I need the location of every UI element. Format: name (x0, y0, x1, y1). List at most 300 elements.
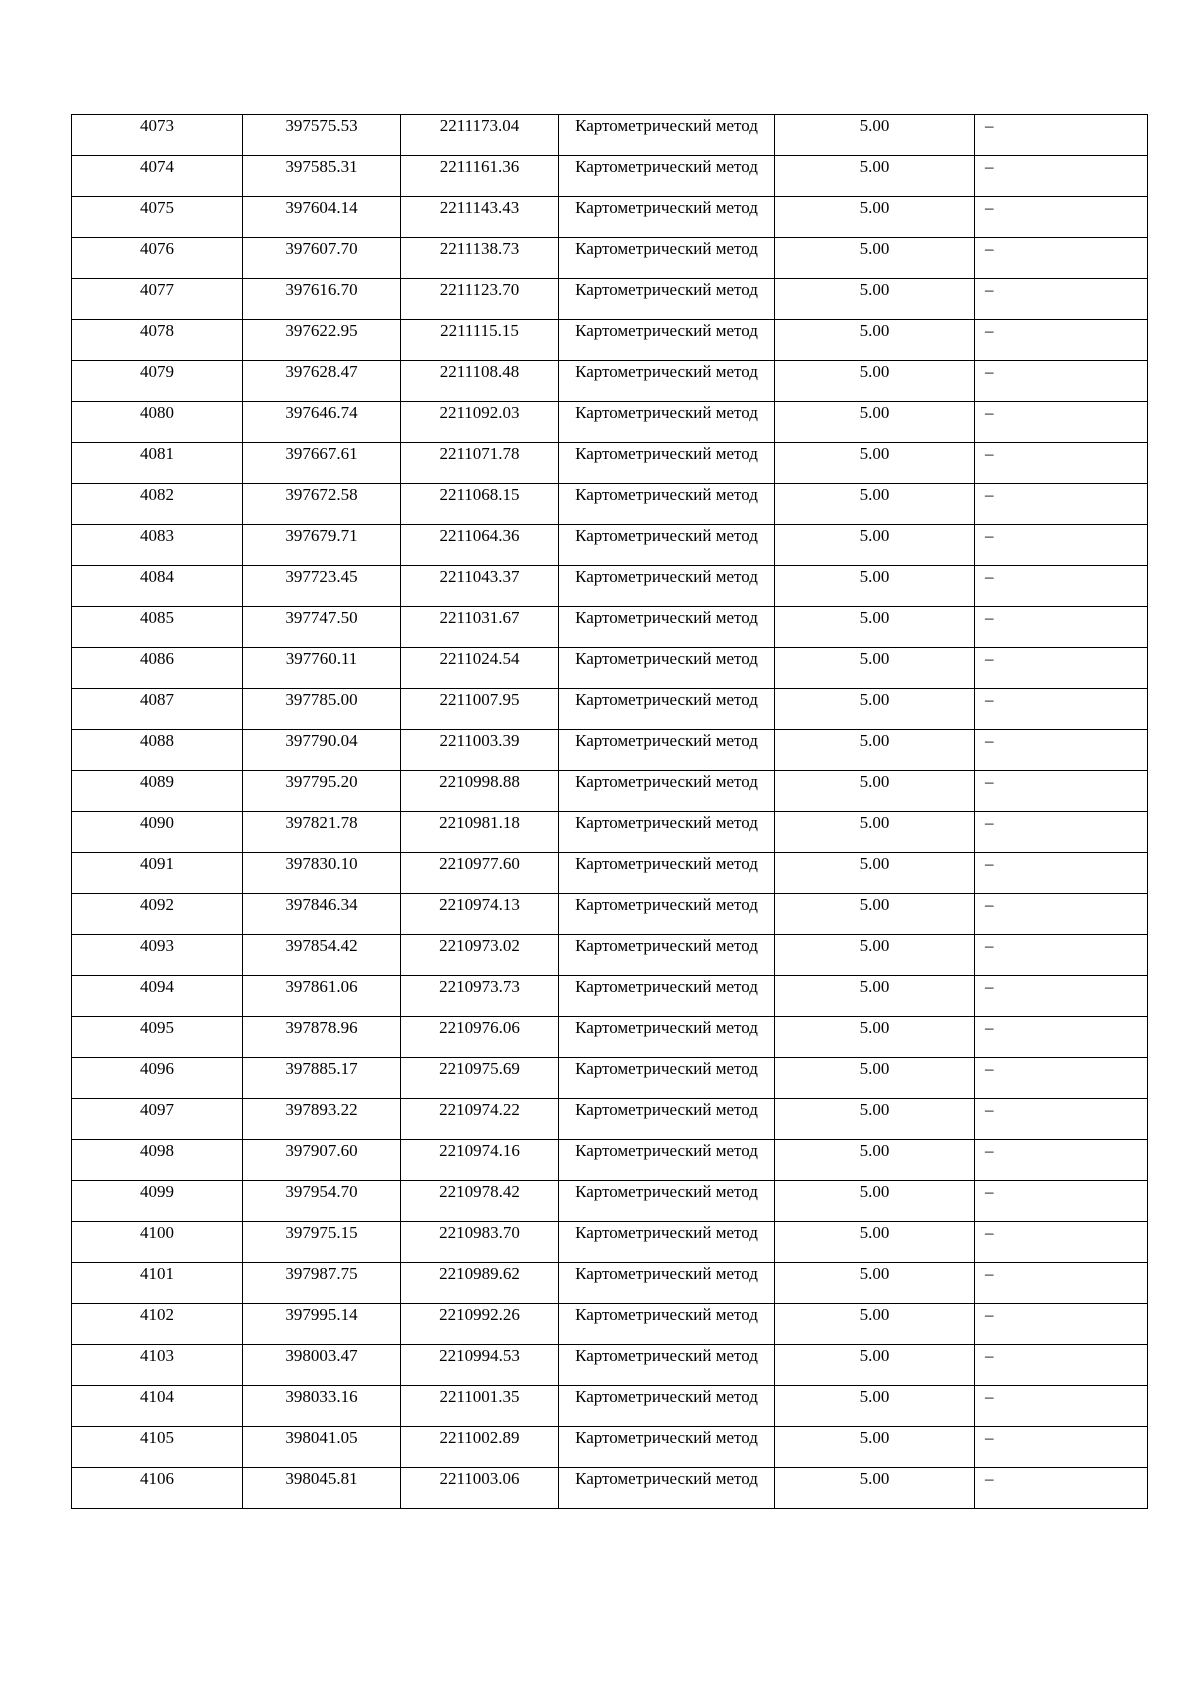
point-number: 4106 (140, 1469, 174, 1488)
method: Картометрический метод (575, 854, 758, 873)
table-row (72, 156, 1148, 197)
y-coordinate-cell (401, 689, 559, 730)
y-coordinate: 2211064.36 (439, 526, 520, 545)
x-coordinate: 397821.78 (285, 813, 358, 832)
point-number: 4092 (140, 895, 174, 914)
method: Картометрический метод (575, 608, 758, 627)
x-coordinate: 398045.81 (285, 1469, 358, 1488)
table-row (72, 771, 1148, 812)
point-number: 4082 (140, 485, 174, 504)
y-coordinate: 2211161.36 (439, 157, 520, 176)
table-body (72, 115, 1148, 1509)
accuracy-cell (775, 320, 975, 361)
accuracy-cell (775, 279, 975, 320)
description-cell (975, 566, 1148, 607)
y-coordinate: 2210983.70 (439, 1223, 520, 1242)
y-coordinate: 2210973.73 (439, 977, 520, 996)
description-cell (975, 976, 1148, 1017)
description-cell (975, 812, 1148, 853)
description-cell (975, 607, 1148, 648)
table-row (72, 1140, 1148, 1181)
description: – (985, 649, 994, 668)
accuracy: 5.00 (859, 444, 890, 463)
description-cell (975, 156, 1148, 197)
method-cell (559, 771, 775, 812)
description-cell (975, 361, 1148, 402)
y-coordinate-cell (401, 443, 559, 484)
table-row (72, 566, 1148, 607)
y-coordinate-cell (401, 935, 559, 976)
accuracy-cell (775, 1468, 975, 1509)
point-number: 4089 (140, 772, 174, 791)
x-coordinate-cell (243, 689, 401, 730)
method: Картометрический метод (575, 813, 758, 832)
point-number: 4095 (140, 1018, 174, 1037)
method: Картометрический метод (575, 1141, 758, 1160)
y-coordinate-cell (401, 525, 559, 566)
method-cell (559, 1099, 775, 1140)
method-cell (559, 1140, 775, 1181)
table-row (72, 484, 1148, 525)
x-coordinate: 397878.96 (285, 1018, 358, 1037)
y-coordinate: 2211003.39 (439, 731, 520, 750)
point-number: 4078 (140, 321, 174, 340)
accuracy: 5.00 (859, 1100, 890, 1119)
description: – (985, 1264, 994, 1283)
y-coordinate-cell (401, 1222, 559, 1263)
y-coordinate-cell (401, 1304, 559, 1345)
accuracy: 5.00 (859, 649, 890, 668)
table-row (72, 853, 1148, 894)
x-coordinate: 397893.22 (285, 1100, 358, 1119)
description-cell (975, 1468, 1148, 1509)
point-number: 4104 (140, 1387, 174, 1406)
description: – (985, 731, 994, 750)
y-coordinate-cell (401, 607, 559, 648)
x-coordinate: 397995.14 (285, 1305, 358, 1324)
y-coordinate: 2210992.26 (439, 1305, 520, 1324)
point-number: 4075 (140, 198, 174, 217)
description-cell (975, 1181, 1148, 1222)
y-coordinate: 2211043.37 (439, 567, 520, 586)
method: Картометрический метод (575, 1305, 758, 1324)
y-coordinate: 2211001.35 (439, 1387, 520, 1406)
y-coordinate: 2211002.89 (439, 1428, 520, 1447)
point-number: 4097 (140, 1100, 174, 1119)
point-number-cell (72, 1181, 243, 1222)
method-cell (559, 1345, 775, 1386)
description: – (985, 936, 994, 955)
y-coordinate: 2211031.67 (439, 608, 520, 627)
point-number-cell (72, 771, 243, 812)
method: Картометрический метод (575, 772, 758, 791)
accuracy-cell (775, 156, 975, 197)
description-cell (975, 197, 1148, 238)
y-coordinate: 2210976.06 (439, 1018, 520, 1037)
description: – (985, 1346, 994, 1365)
method: Картометрический метод (575, 1469, 758, 1488)
x-coordinate-cell (243, 402, 401, 443)
point-number-cell (72, 320, 243, 361)
description: – (985, 1469, 994, 1488)
description: – (985, 239, 994, 258)
accuracy: 5.00 (859, 526, 890, 545)
description: – (985, 813, 994, 832)
y-coordinate-cell (401, 853, 559, 894)
y-coordinate: 2211024.54 (439, 649, 520, 668)
x-coordinate-cell (243, 443, 401, 484)
point-number: 4105 (140, 1428, 174, 1447)
description-cell (975, 279, 1148, 320)
description-cell (975, 238, 1148, 279)
table-row (72, 648, 1148, 689)
accuracy: 5.00 (859, 895, 890, 914)
accuracy: 5.00 (859, 239, 890, 258)
accuracy-cell (775, 1304, 975, 1345)
table-row (72, 1222, 1148, 1263)
x-coordinate-cell (243, 1099, 401, 1140)
point-number-cell (72, 1386, 243, 1427)
y-coordinate-cell (401, 976, 559, 1017)
x-coordinate-cell (243, 1304, 401, 1345)
method-cell (559, 361, 775, 402)
x-coordinate: 397622.95 (285, 321, 358, 340)
description: – (985, 1387, 994, 1406)
y-coordinate-cell (401, 1181, 559, 1222)
x-coordinate: 397646.74 (285, 403, 358, 422)
x-coordinate: 397861.06 (285, 977, 358, 996)
method: Картометрический метод (575, 1223, 758, 1242)
description: – (985, 321, 994, 340)
method-cell (559, 648, 775, 689)
accuracy-cell (775, 1222, 975, 1263)
x-coordinate: 397885.17 (285, 1059, 358, 1078)
y-coordinate: 2210973.02 (439, 936, 520, 955)
x-coordinate-cell (243, 853, 401, 894)
x-coordinate-cell (243, 1427, 401, 1468)
point-number: 4100 (140, 1223, 174, 1242)
method-cell (559, 1427, 775, 1468)
table-row (72, 730, 1148, 771)
accuracy-cell (775, 976, 975, 1017)
y-coordinate-cell (401, 1017, 559, 1058)
y-coordinate-cell (401, 156, 559, 197)
method-cell (559, 1304, 775, 1345)
point-number: 4096 (140, 1059, 174, 1078)
accuracy-cell (775, 238, 975, 279)
point-number: 4103 (140, 1346, 174, 1365)
method: Картометрический метод (575, 1346, 758, 1365)
table-row (72, 115, 1148, 156)
accuracy-cell (775, 197, 975, 238)
description: – (985, 485, 994, 504)
x-coordinate: 397907.60 (285, 1141, 358, 1160)
method: Картометрический метод (575, 198, 758, 217)
point-number: 4076 (140, 239, 174, 258)
table-row (72, 1468, 1148, 1509)
accuracy-cell (775, 1263, 975, 1304)
description-cell (975, 853, 1148, 894)
description: – (985, 854, 994, 873)
accuracy: 5.00 (859, 567, 890, 586)
y-coordinate-cell (401, 484, 559, 525)
point-number-cell (72, 1304, 243, 1345)
point-number: 4088 (140, 731, 174, 750)
description: – (985, 116, 994, 135)
point-number-cell (72, 730, 243, 771)
x-coordinate: 397607.70 (285, 239, 358, 258)
point-number-cell (72, 1345, 243, 1386)
coordinates-table (71, 114, 1148, 1509)
method-cell (559, 935, 775, 976)
x-coordinate: 397723.45 (285, 567, 358, 586)
method: Картометрический метод (575, 567, 758, 586)
method: Картометрический метод (575, 1100, 758, 1119)
y-coordinate-cell (401, 402, 559, 443)
table-row (72, 1345, 1148, 1386)
description: – (985, 690, 994, 709)
point-number: 4079 (140, 362, 174, 381)
x-coordinate: 397747.50 (285, 608, 358, 627)
table-row (72, 935, 1148, 976)
y-coordinate-cell (401, 197, 559, 238)
description: – (985, 280, 994, 299)
accuracy-cell (775, 1345, 975, 1386)
accuracy: 5.00 (859, 1182, 890, 1201)
x-coordinate-cell (243, 1263, 401, 1304)
table-row (72, 1304, 1148, 1345)
y-coordinate: 2210977.60 (439, 854, 520, 873)
y-coordinate: 2210989.62 (439, 1264, 520, 1283)
description-cell (975, 484, 1148, 525)
description-cell (975, 1140, 1148, 1181)
x-coordinate: 397854.42 (285, 936, 358, 955)
description: – (985, 1428, 994, 1447)
description: – (985, 1018, 994, 1037)
table-row (72, 812, 1148, 853)
y-coordinate: 2211143.43 (439, 198, 520, 217)
x-coordinate: 397987.75 (285, 1264, 358, 1283)
method-cell (559, 1058, 775, 1099)
accuracy: 5.00 (859, 1305, 890, 1324)
method-cell (559, 156, 775, 197)
point-number: 4085 (140, 608, 174, 627)
description-cell (975, 1017, 1148, 1058)
point-number-cell (72, 1427, 243, 1468)
x-coordinate: 398041.05 (285, 1428, 358, 1447)
method-cell (559, 894, 775, 935)
x-coordinate-cell (243, 1140, 401, 1181)
table-row (72, 525, 1148, 566)
point-number-cell (72, 525, 243, 566)
y-coordinate: 2211003.06 (439, 1469, 520, 1488)
accuracy-cell (775, 361, 975, 402)
method-cell (559, 525, 775, 566)
description-cell (975, 894, 1148, 935)
description: – (985, 362, 994, 381)
accuracy: 5.00 (859, 321, 890, 340)
description: – (985, 1182, 994, 1201)
point-number: 4099 (140, 1182, 174, 1201)
x-coordinate: 398033.16 (285, 1387, 358, 1406)
accuracy: 5.00 (859, 116, 890, 135)
x-coordinate: 397830.10 (285, 854, 358, 873)
method: Картометрический метод (575, 895, 758, 914)
point-number-cell (72, 197, 243, 238)
x-coordinate-cell (243, 238, 401, 279)
y-coordinate: 2210975.69 (439, 1059, 520, 1078)
y-coordinate: 2210981.18 (439, 813, 520, 832)
y-coordinate-cell (401, 566, 559, 607)
x-coordinate-cell (243, 730, 401, 771)
method-cell (559, 320, 775, 361)
table-row (72, 607, 1148, 648)
method: Картометрический метод (575, 690, 758, 709)
x-coordinate-cell (243, 115, 401, 156)
x-coordinate: 397628.47 (285, 362, 358, 381)
x-coordinate-cell (243, 935, 401, 976)
description: – (985, 1223, 994, 1242)
accuracy-cell (775, 1386, 975, 1427)
method: Картометрический метод (575, 485, 758, 504)
point-number-cell (72, 484, 243, 525)
description-cell (975, 1058, 1148, 1099)
method-cell (559, 1386, 775, 1427)
point-number-cell (72, 238, 243, 279)
table-row (72, 976, 1148, 1017)
method-cell (559, 730, 775, 771)
y-coordinate-cell (401, 1099, 559, 1140)
accuracy-cell (775, 1017, 975, 1058)
description: – (985, 1059, 994, 1078)
accuracy: 5.00 (859, 1469, 890, 1488)
description-cell (975, 1304, 1148, 1345)
y-coordinate: 2210974.16 (439, 1141, 520, 1160)
method: Картометрический метод (575, 116, 758, 135)
method-cell (559, 1181, 775, 1222)
accuracy-cell (775, 771, 975, 812)
x-coordinate: 397616.70 (285, 280, 358, 299)
description-cell (975, 648, 1148, 689)
method-cell (559, 607, 775, 648)
description: – (985, 157, 994, 176)
accuracy: 5.00 (859, 362, 890, 381)
point-number-cell (72, 1263, 243, 1304)
point-number-cell (72, 935, 243, 976)
point-number: 4102 (140, 1305, 174, 1324)
method: Картометрический метод (575, 977, 758, 996)
method: Картометрический метод (575, 1428, 758, 1447)
x-coordinate-cell (243, 976, 401, 1017)
accuracy: 5.00 (859, 690, 890, 709)
accuracy: 5.00 (859, 936, 890, 955)
x-coordinate: 397790.04 (285, 731, 358, 750)
description-cell (975, 320, 1148, 361)
method: Картометрический метод (575, 1018, 758, 1037)
point-number-cell (72, 812, 243, 853)
accuracy-cell (775, 689, 975, 730)
x-coordinate-cell (243, 156, 401, 197)
description-cell (975, 1222, 1148, 1263)
method: Картометрический метод (575, 1264, 758, 1283)
method: Картометрический метод (575, 362, 758, 381)
accuracy-cell (775, 607, 975, 648)
accuracy-cell (775, 648, 975, 689)
y-coordinate: 2211115.15 (440, 321, 519, 340)
description-cell (975, 402, 1148, 443)
y-coordinate-cell (401, 1058, 559, 1099)
description: – (985, 608, 994, 627)
x-coordinate-cell (243, 484, 401, 525)
method-cell (559, 1468, 775, 1509)
y-coordinate-cell (401, 279, 559, 320)
y-coordinate-cell (401, 1140, 559, 1181)
y-coordinate-cell (401, 812, 559, 853)
description-cell (975, 1345, 1148, 1386)
accuracy-cell (775, 853, 975, 894)
point-number-cell (72, 361, 243, 402)
point-number: 4098 (140, 1141, 174, 1160)
method-cell (559, 238, 775, 279)
accuracy-cell (775, 443, 975, 484)
accuracy-cell (775, 1058, 975, 1099)
accuracy: 5.00 (859, 731, 890, 750)
accuracy-cell (775, 402, 975, 443)
point-number: 4101 (140, 1264, 174, 1283)
x-coordinate-cell (243, 361, 401, 402)
table-row (72, 443, 1148, 484)
y-coordinate: 2210994.53 (439, 1346, 520, 1365)
point-number: 4080 (140, 403, 174, 422)
x-coordinate: 397954.70 (285, 1182, 358, 1201)
y-coordinate: 2210978.42 (439, 1182, 520, 1201)
accuracy: 5.00 (859, 977, 890, 996)
method-cell (559, 976, 775, 1017)
y-coordinate-cell (401, 1427, 559, 1468)
x-coordinate-cell (243, 525, 401, 566)
table-row (72, 1017, 1148, 1058)
x-coordinate: 397667.61 (285, 444, 358, 463)
method: Картометрический метод (575, 280, 758, 299)
method: Картометрический метод (575, 157, 758, 176)
method: Картометрический метод (575, 444, 758, 463)
accuracy: 5.00 (859, 772, 890, 791)
x-coordinate: 397679.71 (285, 526, 358, 545)
x-coordinate-cell (243, 1345, 401, 1386)
point-number: 4081 (140, 444, 174, 463)
y-coordinate: 2210974.13 (439, 895, 520, 914)
y-coordinate-cell (401, 1468, 559, 1509)
y-coordinate: 2211007.95 (439, 690, 520, 709)
table-row (72, 1386, 1148, 1427)
x-coordinate: 397585.31 (285, 157, 358, 176)
y-coordinate: 2211071.78 (439, 444, 520, 463)
point-number-cell (72, 1017, 243, 1058)
point-number-cell (72, 689, 243, 730)
point-number: 4091 (140, 854, 174, 873)
method-cell (559, 1017, 775, 1058)
method: Картометрический метод (575, 321, 758, 340)
description-cell (975, 115, 1148, 156)
point-number: 4077 (140, 280, 174, 299)
description-cell (975, 1263, 1148, 1304)
method-cell (559, 812, 775, 853)
accuracy-cell (775, 812, 975, 853)
y-coordinate: 2210974.22 (439, 1100, 520, 1119)
x-coordinate-cell (243, 279, 401, 320)
accuracy: 5.00 (859, 1387, 890, 1406)
method-cell (559, 566, 775, 607)
